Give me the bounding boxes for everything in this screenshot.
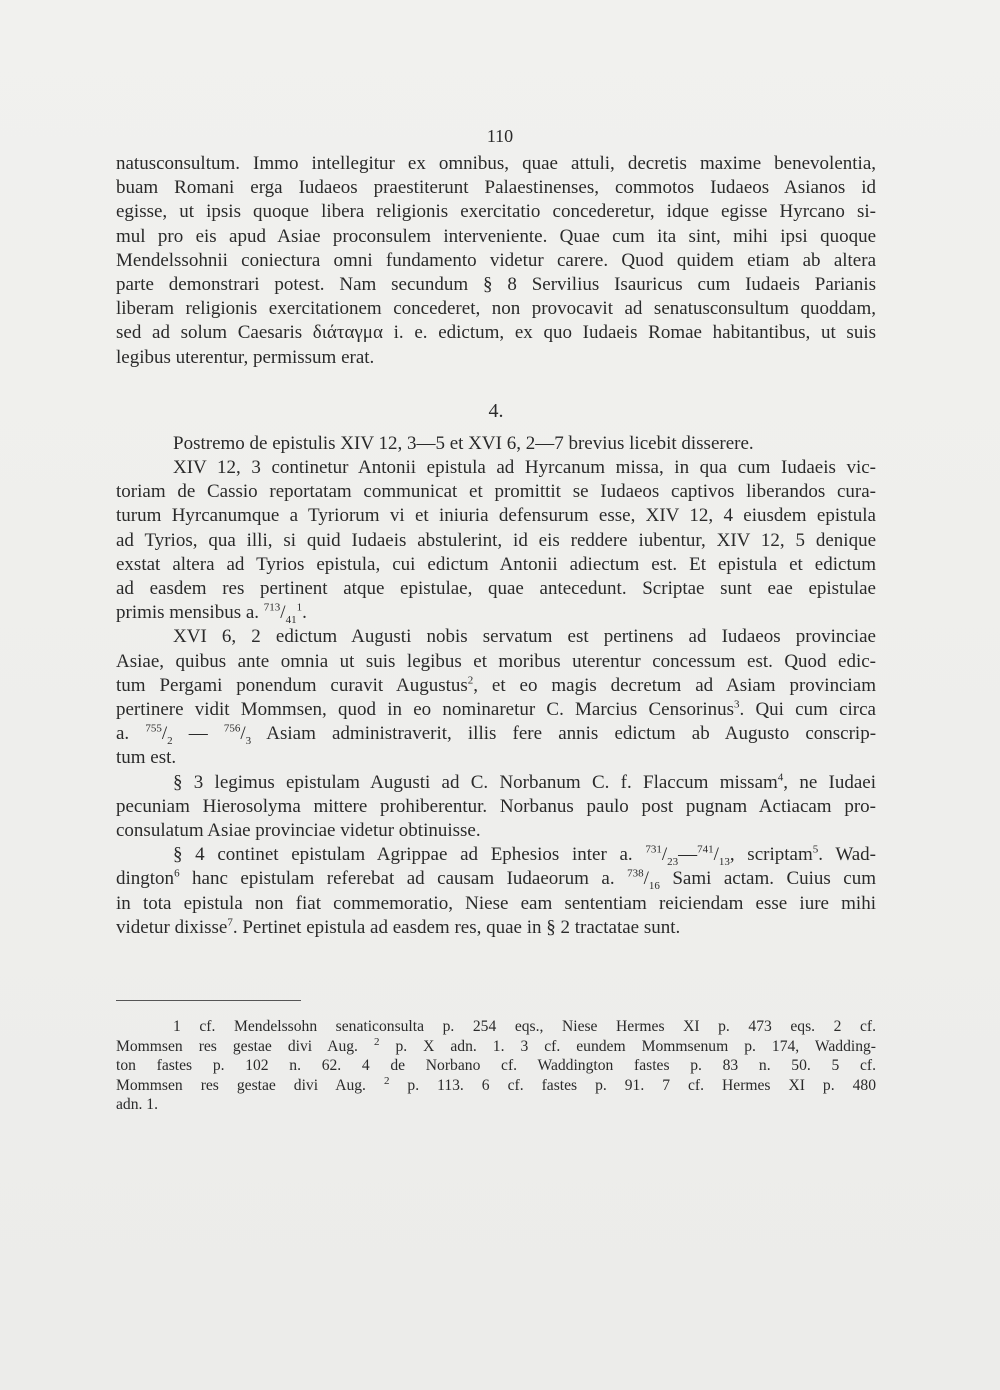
text-line: liberam religionis exercitationem concederet, non provocavit ad senatusconsultum quoddam, xyxy=(116,298,876,320)
main-text xyxy=(116,152,876,940)
footnote-ref[interactable]: 6 xyxy=(174,868,180,881)
date-subscript: 3 xyxy=(245,735,252,748)
text-line: XIV 12, 3 continetur Antonii epistula ad Hyrcanum missa, in qua cum Iudaeis vic- xyxy=(173,457,876,479)
date-superscript: 738 xyxy=(627,868,644,881)
paragraph xyxy=(116,456,876,625)
date-subscript: 41 xyxy=(285,614,297,627)
text-span: , ne Iudaei xyxy=(783,771,877,793)
footnote-line: ton fastes p. 102 n. 62. 4 de Norbano cf. Waddington fastes p. 83 n. 50. 5 cf. xyxy=(116,1057,876,1075)
text-span: . Qui cum circa xyxy=(739,699,876,721)
text-span: a. xyxy=(116,723,146,745)
paragraph xyxy=(116,625,876,770)
footnote-ref[interactable]: 5 xyxy=(812,843,819,856)
paragraph xyxy=(116,771,876,844)
text-line: egisse, ut ipsis quoque libera religionis exercitatio concederetur, idque egisse Hyrcano si- xyxy=(116,201,876,223)
paragraph xyxy=(116,432,876,456)
text-line: primis mensibus a. $^{713}/_{41}^1$. xyxy=(116,601,307,627)
text-span: — xyxy=(678,844,698,866)
text-line: buam Romani erga Iudaeos praestiterunt Palaestinenses, commotos Iudaeos Asianos id xyxy=(116,177,876,199)
date-subscript: 16 xyxy=(648,880,660,893)
text-line: legibus uterentur, permissum erat. xyxy=(116,346,375,368)
text-span: hanc epistulam referebat ad causam Iudaeorum a. xyxy=(179,868,628,890)
paragraph xyxy=(116,152,876,370)
text-line: sed ad solum Caesaris διάταγμα i. e. edictum, ex quo Iudaeis Romae habitantibus, ut suis xyxy=(116,322,876,344)
footnote-ref[interactable]: 3 xyxy=(734,698,740,711)
text-line: exstat altera ad Tyrios epistula, cui edictum Antonii adiectum est. Et epistula et edictum xyxy=(116,553,876,575)
text-line xyxy=(116,771,876,795)
text-line: XVI 6, 2 edictum Augusti nobis servatum est pertinens ad Iudaeos provinciae xyxy=(173,626,876,648)
footnote-line xyxy=(116,1076,876,1096)
text-line: consulatum Asiae provinciae videtur obtinuisse. xyxy=(116,820,481,842)
footnote-divider xyxy=(116,1000,301,1001)
footnote-ref[interactable]: 4 xyxy=(777,771,784,784)
text-span: tum Pergami ponendum curavit Augustus xyxy=(116,674,468,696)
footnote-ref[interactable]: 1 xyxy=(296,601,303,614)
text-span: pertinere vidit Mommsen, quod in eo nominaretur C. Marcius Censorinus xyxy=(116,699,734,721)
text-line: toriam de Cassio reportatam communicat et promittit se Iudaeos captivos liberandos cura- xyxy=(116,481,876,503)
text-line xyxy=(116,916,876,940)
text-span: , et eo magis decretum ad Asiam provinciam xyxy=(473,674,876,696)
text-line: dington$^6$ hanc epistulam referebat ad causam Iudaeorum a. $^{738}/_{16}$ Sami actam. Cuius cum xyxy=(116,868,876,893)
text-line xyxy=(116,674,876,698)
date-superscript: 741 xyxy=(697,843,714,856)
date-subscript: 13 xyxy=(718,856,730,869)
text-span: § 4 continet epistulam Agrippae ad Ephesios inter a. xyxy=(173,844,646,866)
text-line: in tota epistula non fiat commemoratio, Niese eam sententiam reiciendam esse iure mihi xyxy=(116,892,876,914)
text-line xyxy=(116,698,876,722)
text-line: natusconsultum. Immo intellegitur ex omnibus, quae attuli, decretis maxime benevolentia, xyxy=(116,153,876,174)
edition-superscript: 2 xyxy=(373,1035,380,1048)
text-line: Postremo de epistulis XIV 12, 3—5 et XVI 6, 2—7 brevius licebit disserere. xyxy=(173,432,754,454)
footnote-line: 1 cf. Mendelssohn senaticonsulta p. 254 eqs., Niese Hermes XI p. 473 eqs. 2 cf. xyxy=(173,1018,876,1035)
text-line: Mendelssohnii coniectura omni fundamento videtur carere. Quod quidem etiam ab altera xyxy=(116,249,876,271)
text-span: . Pertinet epistula ad easdem res, quae in § 2 tractatae sunt. xyxy=(232,916,681,938)
text-line: § 4 continet epistulam Agrippae ad Ephesios inter a. $^{731}/_{23}—^{741}/_{13}$, scriptam$^5$. Wad- xyxy=(173,843,876,869)
text-line: parte demonstrari potest. Nam secundum § 8 Servilius Isauricus cum Iudaeis Parianis xyxy=(116,274,876,296)
text-line: mul pro eis apud Asiae proconsulem interveniente. Quae cum ita sint, mihi ipsi quoque xyxy=(116,225,876,247)
edition-superscript: 2 xyxy=(383,1074,390,1087)
text-span: Mommsen res gestae divi Aug. xyxy=(116,1076,384,1094)
date-superscript: 731 xyxy=(645,843,662,856)
footnote-line: adn. 1. xyxy=(116,1096,159,1114)
text-span: Sami actam. Cuius cum xyxy=(659,868,876,890)
text-span: p. X adn. 1. 3 cf. eundem Mommsenum p. 174, Wadding- xyxy=(379,1037,877,1055)
section-heading: 4. xyxy=(488,399,504,422)
text-span: p. 113. 6 cf. fastes p. 91. 7 cf. Hermes XI p. 480 xyxy=(389,1076,876,1094)
text-span: . xyxy=(302,602,307,624)
date-superscript: 755 xyxy=(145,722,162,735)
text-span: Asiam administraverit, illis fere annis edictum ab Augusto conscrip- xyxy=(251,723,877,745)
date-subscript: 23 xyxy=(667,856,679,869)
text-span: — xyxy=(172,723,224,745)
date-superscript: 713 xyxy=(263,601,281,614)
text-span: primis mensibus a. xyxy=(116,602,264,624)
footnotes xyxy=(116,1017,876,1115)
text-span: , scriptam xyxy=(729,844,813,866)
text-line: a. $^{755}/_2$ — $^{756}/_3$ Asiam administraverit, illis fere annis edictum ab Augusto conscrip- xyxy=(116,722,877,748)
text-span: videtur dixisse xyxy=(116,916,228,938)
text-line: ad easdem res pertinent atque epistulae, quae antecedunt. Scriptae sunt eae epistulae xyxy=(116,578,876,600)
text-span: . Wad- xyxy=(818,844,876,866)
date-subscript: 2 xyxy=(167,735,173,748)
footnote-ref[interactable]: 2 xyxy=(467,674,474,687)
text-line: turum Hyrcanumque a Tyriorum vi et iniuria defensurum esse, XIV 12, 4 eiusdem epistula xyxy=(116,505,876,527)
text-line: tum est. xyxy=(116,747,177,769)
page-number: 110 xyxy=(486,126,514,146)
text-span: Mommsen res gestae divi Aug. xyxy=(116,1037,374,1055)
text-line: ad Tyrios, qua illi, si quid Iudaeis abstulerint, id eis reddere iubentur, XIV 12, 5 denique xyxy=(116,529,876,551)
text-line: Asiae, quibus ante omnia ut suis legibus et moribus uterentur concessum est. Quod edic- xyxy=(116,650,876,672)
date-superscript: 756 xyxy=(223,722,241,735)
paragraph xyxy=(116,843,876,940)
footnote-ref[interactable]: 7 xyxy=(227,916,233,929)
text-line: pecuniam Hierosolyma mittere prohiberentur. Norbanus paulo post pugnam Actiacam pro- xyxy=(116,795,876,817)
text-span: § 3 legimus epistulam Augusti ad C. Norbanum C. f. Flaccum missam xyxy=(173,771,778,793)
footnote-line xyxy=(116,1037,876,1057)
text-span: dington xyxy=(116,868,175,890)
